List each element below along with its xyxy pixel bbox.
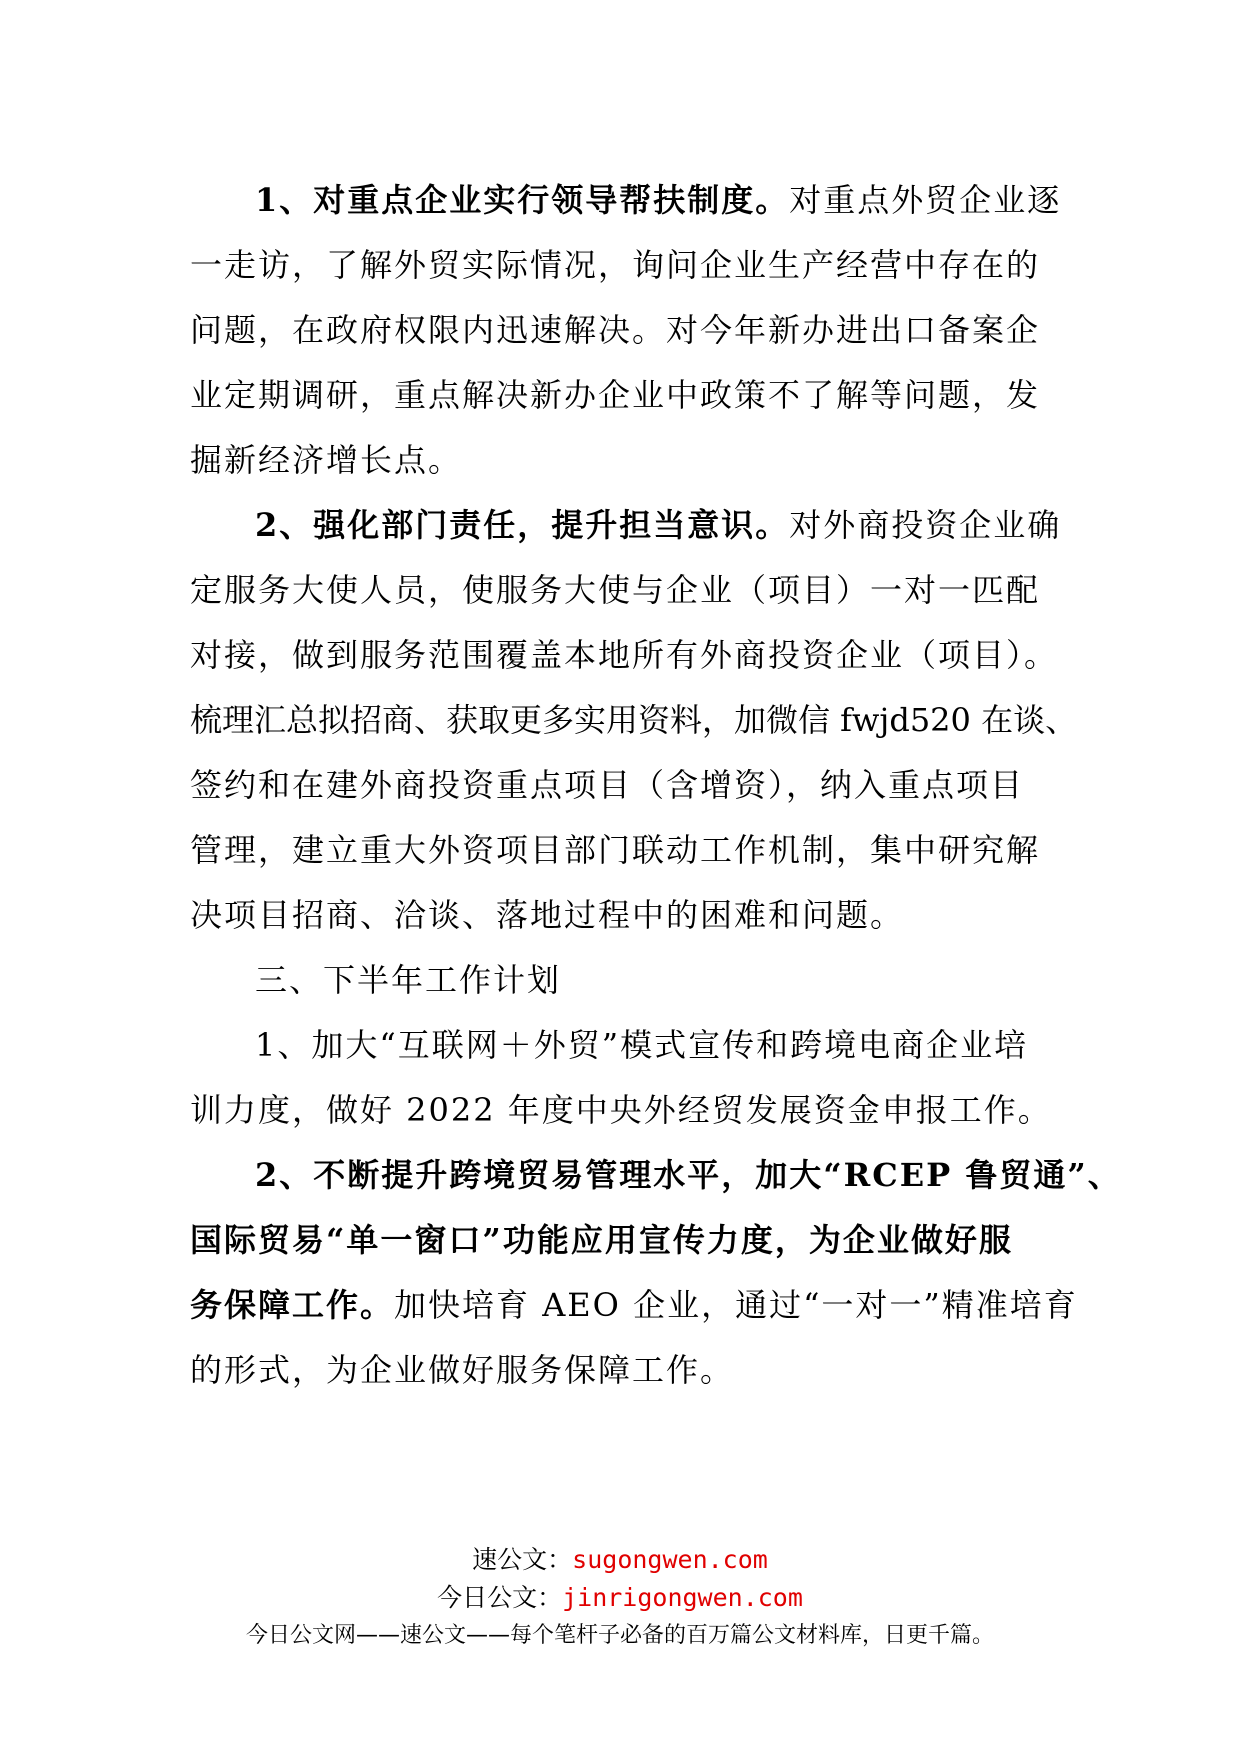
paragraph-3-line-1: 1、加大“互联网＋外贸”模式宣传和跨境电商企业培	[255, 1026, 1029, 1064]
paragraph-4-line-4: 的形式，为企业做好服务保障工作。	[190, 1351, 735, 1389]
paragraph-3-line-2: 训力度，做好 2022 年度中央外经贸发展资金申报工作。	[190, 1091, 1052, 1129]
footer-site-2	[0, 1578, 1240, 1614]
paragraph-1-line-1-rest: 对重点外贸企业逐	[789, 181, 1062, 219]
footer-site-2-link[interactable]: jinrigongwen.com	[562, 1583, 803, 1612]
paragraph-2-line-2: 定服务大使人员，使服务大使与企业（项目）一对一匹配	[190, 571, 1041, 609]
footer-site-1	[0, 1540, 1240, 1576]
paragraph-1-line-5: 掘新经济增长点。	[190, 441, 463, 479]
footer-tagline: 今日公文网——速公文——每个笔杆子必备的百万篇公文材料库，日更千篇。	[245, 1623, 994, 1648]
paragraph-2-line-1-rest: 对外商投资企业确	[789, 506, 1062, 544]
paragraph-2-line-6: 管理，建立重大外资项目部门联动工作机制，集中研究解	[190, 831, 1041, 869]
paragraph-2-line-7: 决项目招商、洽谈、落地过程中的困难和问题。	[190, 896, 905, 934]
paragraph-4-heading-line-1: 2、不断提升跨境贸易管理水平，加大“RCEP 鲁贸通”、	[255, 1156, 1122, 1194]
footer-site-2-label: 今日公文：	[437, 1583, 563, 1612]
paragraph-1-heading: 1、对重点企业实行领导帮扶制度。	[255, 181, 790, 219]
paragraph-2-line-3: 对接，做到服务范围覆盖本地所有外商投资企业（项目）。	[190, 636, 1059, 674]
paragraph-1-line-4: 业定期调研，重点解决新办企业中政策不了解等问题，发	[190, 376, 1041, 414]
paragraph-2-heading: 2、强化部门责任，提升担当意识。	[255, 506, 790, 544]
paragraph-4-line-3	[190, 1285, 1078, 1325]
footer-site-1-link[interactable]: sugongwen.com	[572, 1545, 768, 1574]
paragraph-2-line-4: 梳理汇总拟招商、获取更多实用资料，加微信 fwjd520 在谈、	[190, 701, 1078, 739]
paragraph-4-heading-line-3: 务保障工作。	[190, 1286, 395, 1324]
paragraph-4-line-3-rest: 加快培育 AEO 企业，通过“一对一”精准培育	[394, 1286, 1078, 1324]
paragraph-1-line-2: 一走访，了解外贸实际情况，询问企业生产经营中存在的	[190, 246, 1041, 284]
paragraph-2-line-1	[255, 505, 1061, 545]
paragraph-1-line-1	[255, 180, 1061, 220]
section-heading: 三、下半年工作计划	[255, 961, 562, 999]
paragraph-1-line-3: 问题，在政府权限内迅速解决。对今年新办进出口备案企	[190, 311, 1041, 349]
paragraph-4-heading-line-2: 国际贸易“单一窗口”功能应用宣传力度，为企业做好服	[190, 1221, 1013, 1259]
paragraph-2-line-5: 签约和在建外商投资重点项目（含增资），纳入重点项目	[190, 766, 1025, 804]
footer-site-1-label: 速公文：	[472, 1545, 573, 1574]
